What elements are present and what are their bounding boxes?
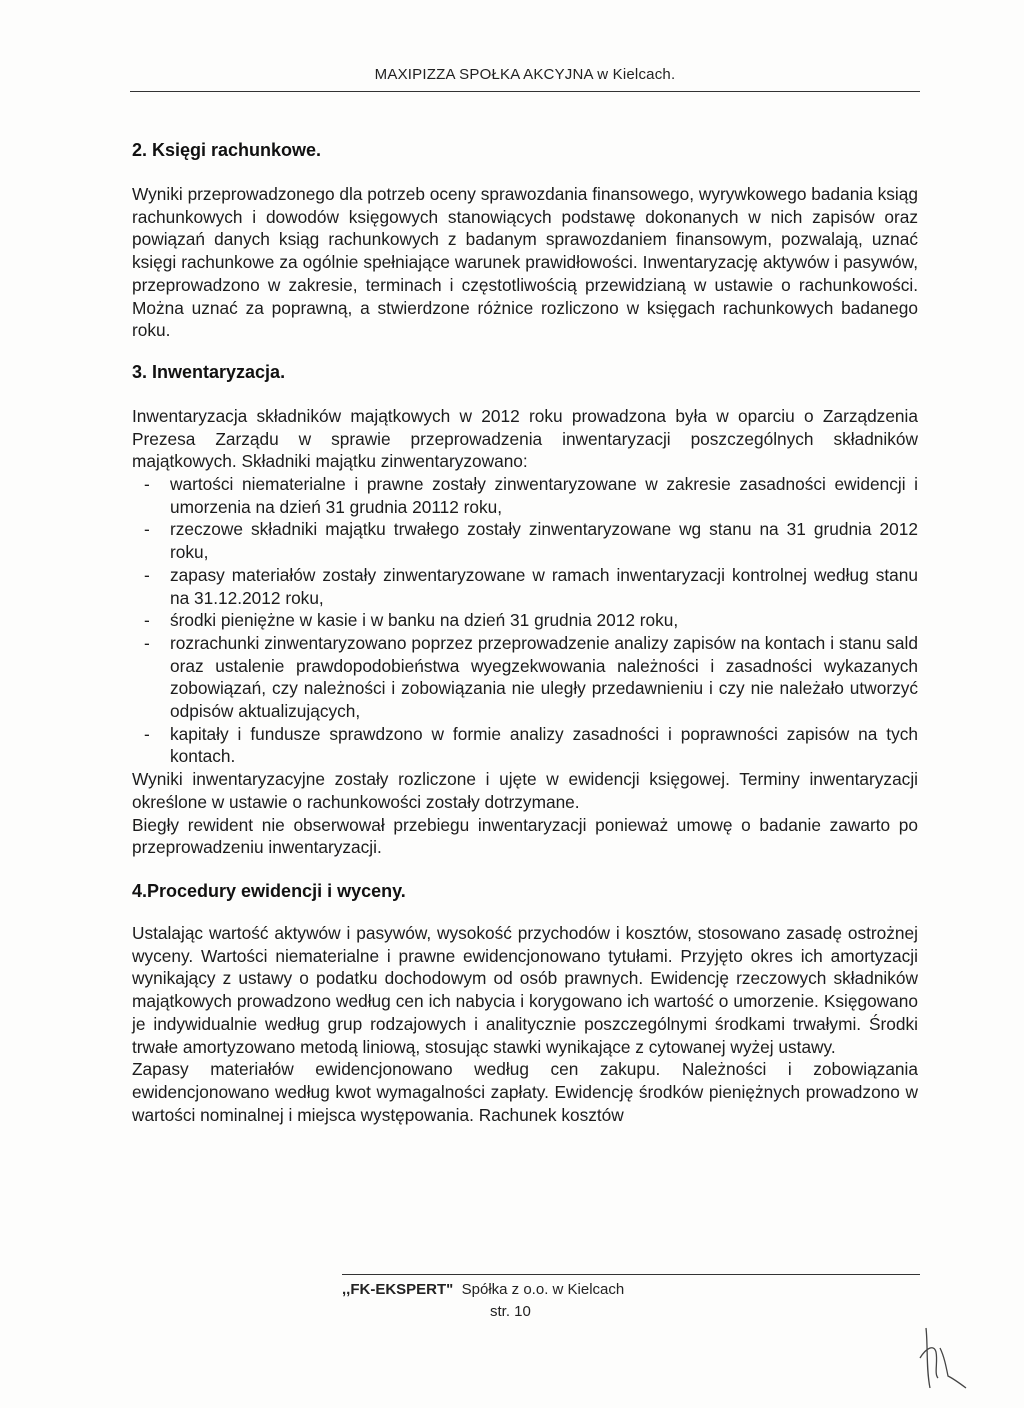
header-divider xyxy=(130,91,920,92)
bullet-dash: - xyxy=(144,632,150,653)
list-item xyxy=(132,609,918,632)
document-body xyxy=(132,140,918,1126)
footer-company-rest: Spółka z o.o. w Kielcach xyxy=(461,1281,625,1298)
list-item-text: środki pieniężne w kasie i w banku na dzień 31 grudnia 2012 roku, xyxy=(170,610,679,631)
section-paragraph: Biegły rewident nie obserwował przebiegu inwentaryzacji ponieważ umowę o badanie zawarto po przeprowadzeniu inwentaryzacji. xyxy=(132,814,918,858)
section-title-procedury: 4.Procedury ewidencji i wyceny. xyxy=(132,880,406,901)
section-paragraph: Zapasy materiałów ewidencjonowano według cen zakupu. Należności i zobowiązania ewidencjonowano według kwot wymagalności zapłaty. Ewidencję środków pieniężnych prowadzono w wartości nominalnej i miejsca występowania. Rachunek kosztów xyxy=(132,1059,918,1125)
list-item xyxy=(132,723,918,768)
bullet-dash: - xyxy=(144,723,150,744)
document-header: MAXIPIZZA SPOŁKA AKCYJNA w Kielcach. xyxy=(374,66,676,83)
section-paragraph: Wyniki inwentaryzacyjne zostały rozliczone i ujęte w ewidencji księgowej. Terminy inwentaryzacji określone w ustawie o rachunkowości zostały dotrzymane. xyxy=(132,769,918,812)
list-item xyxy=(132,473,918,518)
section-paragraph: Inwentaryzacja składników majątkowych w 2012 roku prowadzona była w oparciu o Zarządzenia Prezesa Zarządu w sprawie przeprowadzenia inwentaryzacji poszczególnych składników majątkowych. Składniki majątku zinwentaryzowano: xyxy=(132,405,918,472)
section-paragraph: Ustalając wartość aktywów i pasywów, wysokość przychodów i kosztów, stosowano zasadę ostrożnej wyceny. Wartości niematerialne i prawne ewidencjonowano tytułami. Przyjęto okres ich amortyzacji wynikający z ustawy o podatku dochodowym od osób prawnych. Ewidencję rzeczowych składników majątkowych prowadzono według cen ich nabycia i korygowano ich wartość o umorzenie. Księgowano je indywidualnie według grup rodzajowych i analitycznie poszczególnymi środkami trwałymi. Środki trwałe amortyzowano metodą liniową, stosując stawki wynikające z cytowanej wyżej ustawy. xyxy=(132,922,918,1057)
list-item-text: rzeczowe składniki majątku trwałego zostały zinwentaryzowane wg stanu na 31 grudnia 2012 roku, xyxy=(170,519,918,563)
page-number: str. 10 xyxy=(490,1303,531,1320)
list-item xyxy=(132,518,918,563)
list-item-text: rozrachunki zinwentaryzowano poprzez przeprowadzenie analizy zapisów na kontach i stanu sald oraz ustalenie prawdopodobieństwa wyegzekwowania należności i zasadności wykazanych zobowiązań, czy należności i zobowiązania nie uległy przedawnieniu i czy nie należało utworzyć odpisów aktualizujących, xyxy=(170,632,918,722)
inventory-list xyxy=(132,473,918,768)
list-item-text: kapitały i fundusze sprawdzono w formie analizy zasadności i poprawności zapisów na tych kontach. xyxy=(170,723,918,767)
list-item-text: zapasy materiałów zostały zinwentaryzowane w ramach inwentaryzacji kontrolnej według stanu na 31.12.2012 roku, xyxy=(170,564,918,608)
list-item-text: wartości niematerialne i prawne zostały zinwentaryzowane w zakresie zasadności ewidencji i umorzenia na dzień 31 grudnia 20112 roku, xyxy=(170,474,918,517)
bullet-dash: - xyxy=(144,474,150,495)
list-item xyxy=(132,564,918,609)
footer-company xyxy=(342,1281,742,1298)
bullet-dash: - xyxy=(144,519,150,540)
bullet-dash: - xyxy=(144,610,150,631)
list-item xyxy=(132,632,918,723)
section-title-ksiegi: 2. Księgi rachunkowe. xyxy=(132,140,322,160)
section-title-inwentaryzacja: 3. Inwentaryzacja. xyxy=(132,361,286,382)
footer-brand: ,,FK-EKSPERT" xyxy=(342,1281,454,1298)
bullet-dash: - xyxy=(144,564,150,585)
footer-divider xyxy=(342,1274,920,1275)
signature-mark xyxy=(914,1318,974,1398)
section-paragraph: Wyniki przeprowadzonego dla potrzeb oceny sprawozdania finansowego, wyrywkowego badania ksiąg rachunkowych i dowodów księgowych stanowiących podstawę dokonanych w nich zapisów oraz powiązań danych ksiąg rachunkowych z badanym sprawozdaniem finansowym, pozwalają, uznać księgi rachunkowe za ogólnie spełniające warunek prawidłowości. Inwentaryzację aktywów i pasywów, przeprowadzono w zakresie, terminach i częstotliwością przewidzianą w ustawie o rachunkowości. Można uznać za poprawną, a stwierdzone różnice rozliczono w księgach rachunkowych badanego roku. xyxy=(132,184,918,341)
